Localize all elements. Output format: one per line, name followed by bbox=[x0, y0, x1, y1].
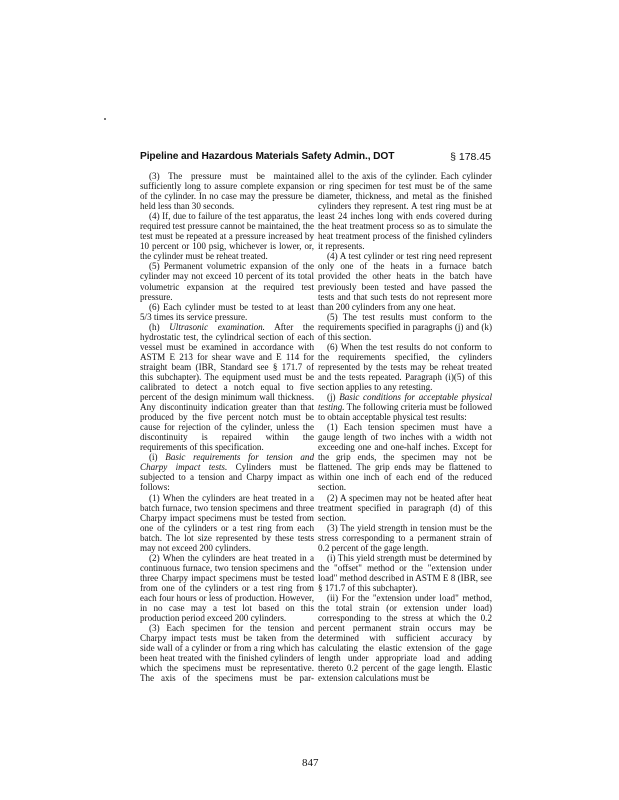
right-text-column bbox=[318, 171, 492, 683]
paragraph-heading: Basic requirements for tension and Charpy impact tests. bbox=[140, 452, 314, 473]
paragraph-text: (2) A specimen may not be heated after heat treatment specified in paragraph (d) of this section. bbox=[318, 492, 492, 523]
paragraph-text: (2) When the cylinders are heat treated in a continuous furnace, two tension specimens and three Charpy impact specimens must be tested from one of the cylinders or a test ring from each four hours or less of production. However, in no case may a test lot based on this production period exceed 200 cylinders. bbox=[140, 552, 314, 624]
paragraph-text: (3) Each specimen for the tension and Charpy impact tests must be taken from the side wall of a cylinder or from a ring which has been heat treated with the finished cylinders of which the specimens must be representative. The axis of the specimens must be par- bbox=[140, 623, 314, 684]
paragraph bbox=[318, 422, 492, 492]
paragraph-text: (1) Each tension specimen must have a gauge length of two inches with a width not exceeding one and one-half inches. Except for the grip ends, the specimen may not be flattened. The grip ends may be flattened to within one inch of each end of the reduced section. bbox=[318, 422, 492, 493]
paragraph bbox=[140, 553, 314, 623]
running-header bbox=[140, 151, 491, 165]
paragraph bbox=[318, 553, 492, 593]
paragraph-label: (i) bbox=[149, 452, 166, 463]
left-text-column bbox=[140, 171, 314, 683]
paragraph bbox=[318, 312, 492, 342]
paragraph-text: After the hydrostatic test, the cylindrical section of each vessel must be examined in accordance with ASTM E 213 for shear wave and E 114 for straight beam (IBR, Standard see § 171.7 of this subchapter). The equipment used must be calibrated to detect a notch equal to five percent of the design minimum wall thickness. Any discontinuity indication greater than that produced by the five percent notch must be cause for rejection of the cylinder, unless the discontinuity is repaired within the requirements of this specification. bbox=[140, 321, 314, 453]
paragraph bbox=[140, 171, 314, 211]
page-number: 847 bbox=[302, 757, 319, 769]
paragraph-text: (4) If, due to failure of the test apparatus, the required test pressure cannot be maintained, the test must be repeated at a pressure increased by 10 percent or 100 psig, whichever is lower, or, the cylinder must be reheat treated. bbox=[140, 211, 314, 262]
running-title: Pipeline and Hazardous Materials Safety Admin., DOT bbox=[140, 151, 395, 162]
paragraph bbox=[318, 251, 492, 311]
paragraph-text: allel to the axis of the cylinder. Each cylinder or ring specimen for test must be of the same diameter, thickness, and metal as the finished cylinders they represent. A test ring must be at least 24 inches long with ends covered during the heat treatment process so as to simulate the heat treatment process of the finished cylinders it represents. bbox=[318, 171, 492, 252]
paragraph-text: (6) Each cylinder must be tested to at least 5/3 times its service pressure. bbox=[140, 301, 314, 322]
paragraph-label: (h) bbox=[149, 321, 170, 332]
paragraph bbox=[140, 322, 314, 453]
paragraph-text: (3) The yield strength in tension must be the stress corresponding to a permanent strain of 0.2 percent of the gage length. bbox=[318, 522, 492, 553]
paragraph bbox=[318, 493, 492, 523]
paragraph bbox=[140, 623, 314, 683]
paragraph bbox=[318, 593, 492, 683]
paragraph-text: (5) Permanent volumetric expansion of the cylinder may not exceed 10 percent of its total volumetric expansion at the required test pressure. bbox=[140, 261, 314, 302]
paragraph-text: (1) When the cylinders are heat treated in a batch furnace, two tension specimens and three Charpy impact specimens must be tested from one of the cylinders or a test ring from each batch. The lot size represented by these tests may not exceed 200 cylinders. bbox=[140, 492, 314, 553]
paragraph bbox=[318, 342, 492, 392]
paragraph bbox=[140, 302, 314, 322]
paragraph bbox=[140, 493, 314, 553]
paragraph-text: (ii) For the "extension under load" method, the total strain (or extension under load) corresponding to the stress at which the 0.2 percent permanent strain occurs may be determined with sufficient accuracy by calculating the elastic extension of the gage length under appropriate load and adding thereto 0.2 percent of the gage length. Elastic extension calculations must be bbox=[318, 592, 492, 684]
paragraph-text: (3) The pressure must be maintained sufficiently long to assure complete expansion of the cylinder. In no case may the pressure be held less than 30 seconds. bbox=[140, 171, 314, 212]
paragraph bbox=[318, 523, 492, 553]
paragraph bbox=[140, 452, 314, 492]
section-number: § 178.45 bbox=[450, 151, 491, 163]
paragraph-text: Cylinders must be subjected to a tension and Charpy impact as follows: bbox=[140, 462, 314, 493]
paragraph-text: (4) A test cylinder or test ring need represent only one of the heats in a furnace batch provided the other heats in the batch have previously been tested and have passed the tests and that such tests do not represent more than 200 cylinders from any one heat. bbox=[318, 251, 492, 312]
paragraph-label: (j) bbox=[327, 392, 340, 403]
paragraph bbox=[140, 261, 314, 301]
paragraph-text: The following criteria must be followed to obtain acceptable physical test results: bbox=[318, 402, 492, 423]
paragraph bbox=[318, 171, 492, 251]
paragraph-text: (i) This yield strength must be determined by the "offset" method or the "extension under load" method described in ASTM E 8 (IBR, see § 171.7 of this subchapter). bbox=[318, 552, 492, 593]
paragraph-heading: Basic conditions for acceptable physical testing. bbox=[318, 392, 492, 413]
paragraph-text: (5) The test results must conform to the requirements specified in paragraphs (j) and (k) of this section. bbox=[318, 311, 492, 342]
scan-speck bbox=[104, 118, 106, 120]
paragraph-text: (6) When the test results do not conform to the requirements specified, the cylinders represented by the tests may be reheat treated and the tests repeated. Paragraph (i)(5) of this section applies to any retesting. bbox=[318, 341, 492, 392]
paragraph-heading: Ultrasonic examination. bbox=[169, 321, 265, 332]
paragraph bbox=[318, 392, 492, 422]
paragraph bbox=[140, 211, 314, 261]
